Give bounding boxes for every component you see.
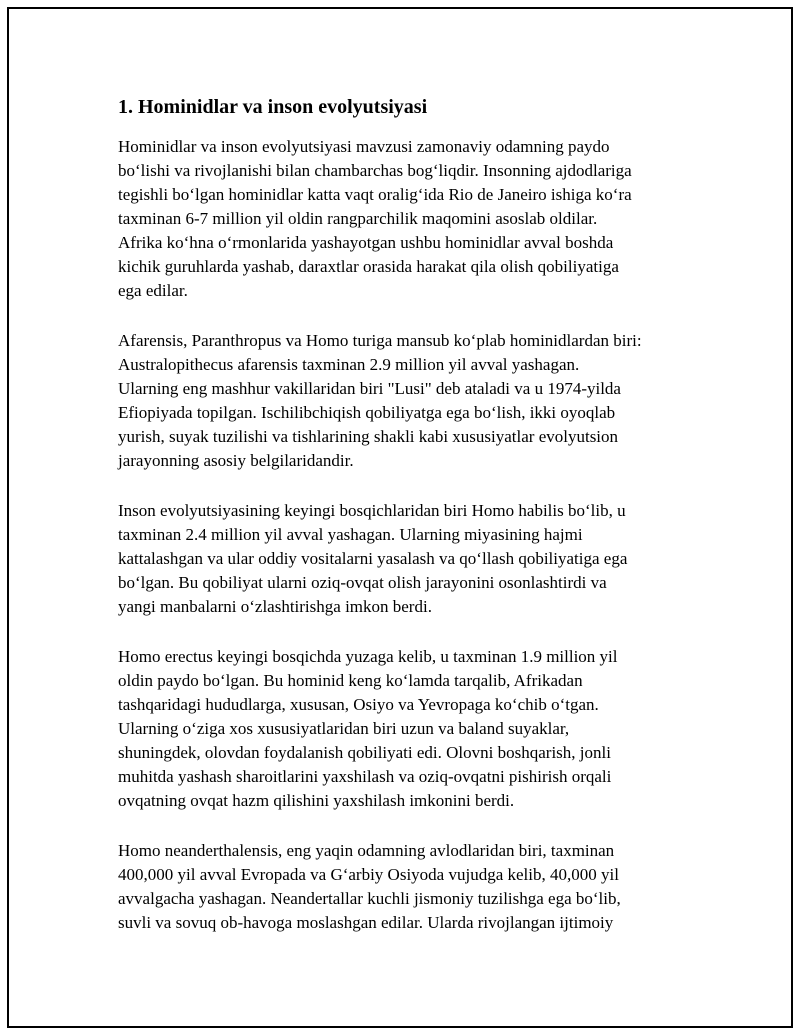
paragraph-4: Homo erectus keyingi bosqichda yuzaga kelib, u taxminan 1.9 million yil oldin paydo bo‘lgan. Bu hominid keng ko‘lamda tarqalib, Afrikadan tashqaridagi hududlarga, xususan, Osiyo va Yevropaga ko‘chib o‘tgan. Ularning o‘ziga xos xususiyatlaridan biri uzun va baland suyaklar, shuningdek, olovdan foydalanish qobiliyati edi. Olovni boshqarish, jonli muhitda yashash sharoitlarini yaxshilash va oziq-ovqatni pishirish orqali ovqatning ovqat hazm qilishini yaxshilash imkonini berdi. bbox=[118, 647, 618, 810]
paragraph-5: Homo neanderthalensis, eng yaqin odamning avlodlaridan biri, taxminan 400,000 yil avval Evropada va G‘arbiy Osiyoda vujudga kelib, 40,000 yil avvalgacha yashagan. Neandertallar kuchli jismoniy tuzilishga ega bo‘lib, suvli va sovuq ob-havoga moslashgan edilar. Ularda rivojlangan ijtimoiy bbox=[118, 841, 621, 932]
paragraph-1: Hominidlar va inson evolyutsiyasi mavzusi zamonaviy odamning paydo bo‘lishi va rivojlanishi bilan chambarchas bog‘liqdir. Insonning ajdodlariga tegishli bo‘lgan hominidlar katta vaqt oralig‘ida Rio de Janeiro ishiga ko‘ra taxminan 6-7 million yil oldin rangparchilik maqomini asoslab oldilar. Afrika ko‘hna o‘rmonlarida yashayotgan ushbu hominidlar avval boshda kichik guruhlarda yashab, daraxtlar orasida harakat qila olish qobiliyatiga ega edilar. bbox=[118, 137, 632, 300]
section-title: 1. Hominidlar va inson evolyutsiyasi bbox=[118, 96, 428, 118]
document-body bbox=[118, 93, 686, 961]
paragraph-3: Inson evolyutsiyasining keyingi bosqichlaridan biri Homo habilis bo‘lib, u taxminan 2.4 million yil avval yashagan. Ularning miyasining hajmi kattalashgan va ular oddiy vositalarni yasalash va qo‘llash qobiliyatiga ega bo‘lgan. Bu qobiliyat ularni oziq-ovqat olish jarayonini osonlashtirdi va yangi manbalarni o‘zlashtirishga imkon berdi. bbox=[118, 501, 628, 616]
paragraph-2: Afarensis, Paranthropus va Homo turiga mansub ko‘plab hominidlardan biri: Australopithecus afarensis taxminan 2.9 million yil avval yashagan. Ularning eng mashhur vakillaridan biri "Lusi" deb ataladi va u 1974-yilda Efiopiyada topilgan. Ischilibchiqish qobiliyatga ega bo‘lish, ikki oyoqlab yurish, suyak tuzilishi va tishlarining shakli kabi xususiyatlar evolyutsion jarayonning asosiy belgilaridandir. bbox=[118, 331, 642, 470]
